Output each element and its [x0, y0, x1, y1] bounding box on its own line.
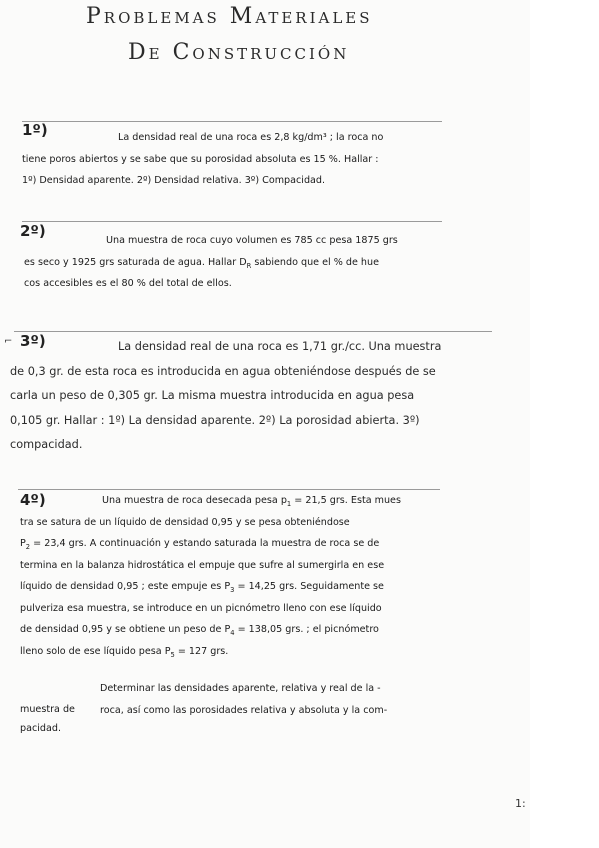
problem-2-line-2: es seco y 1925 grs saturada de agua. Hallar $D_R$ sabiendo que el % de hue [24, 256, 379, 270]
section-divider [14, 331, 492, 332]
problem-1-line-1: La densidad real de una roca es 2,8 kg/dm³ ; la roca no [118, 132, 384, 143]
problem-1-text [22, 127, 432, 192]
problem-1-number: 1º) [22, 121, 48, 139]
problem-3-line-4: 0,105 gr. Hallar : 1º) La densidad aparente. 2º) La porosidad abierta. 3º) [10, 413, 420, 427]
problem-3-text [10, 335, 496, 458]
problem-1-line-3: 1º) Densidad aparente. 2º) Densidad relativa. 3º) Compacidad. [22, 175, 326, 186]
problem-4-line-4: termina en la balanza hidrostática el empuje que sufre al sumergirla en ese [20, 559, 385, 571]
problem-2-line-1: Una muestra de roca cuyo volumen es 785 cc pesa 1875 grs [106, 235, 398, 246]
problem-4-line-2: tra se satura de un líquido de densidad 0,95 y se pesa obteniéndose [20, 516, 350, 528]
problem-3-line-5: compacidad. [10, 438, 83, 451]
problem-4-side-note-2: pacidad. [20, 723, 62, 734]
document-title-line-2: De Construcción [128, 40, 350, 65]
problem-4-number: 4º) [20, 491, 46, 509]
problem-4-task-line-2: roca, así como las porosidades relativa y absoluta y la com- [100, 704, 388, 716]
problem-4-task-line-1: Determinar las densidades aparente, relativa y real de la - [100, 683, 381, 694]
page-number: 1: [515, 797, 526, 810]
problem-4-task [100, 678, 440, 721]
problem-4-line-1: Una muestra de roca desecada pesa $p_1 = 21,5$ grs. Esta mues [102, 495, 401, 508]
section-divider [22, 121, 442, 122]
section-divider [22, 221, 442, 222]
problem-2-line-3: cos accesibles es el 80 % del total de ellos. [24, 278, 232, 289]
problem-3-line-3: carla un peso de 0,305 gr. La misma muestra introducida en agua pesa [10, 389, 415, 402]
problem-3-line-2: de 0,3 gr. de esta roca es introducida en agua obteniéndose después de se [10, 364, 436, 378]
problem-1-line-2: tiene poros abiertos y se sabe que su porosidad absoluta es 15 %. Hallar : [22, 153, 379, 165]
problem-4-line-8: lleno solo de ese líquido pesa $P_5 = 127$ grs. [20, 645, 229, 659]
margin-mark: ⌐ [4, 336, 13, 347]
problem-4-line-7: de densidad 0,95 y se obtiene un peso de $P_4 = 138,05$ grs. ; el picnómetro [20, 624, 379, 637]
problem-4-line-3: $P_2 = 23,4$ grs. A continuación y estando saturada la muestra de roca se de [20, 538, 380, 551]
problem-4-text [20, 490, 440, 662]
problem-4-side-note-1: muestra de [20, 704, 75, 715]
problem-2-number: 2º) [20, 222, 46, 240]
problem-2-text [24, 230, 434, 295]
problem-3-line-1: La densidad real de una roca es 1,71 gr./cc. Una muestra [118, 340, 442, 353]
problem-4-line-5: líquido de densidad 0,95 ; este empuje es $P_3 = 14,25$ grs. Seguidamente se [20, 581, 384, 594]
problem-4-line-6: pulveriza esa muestra, se introduce en un picnómetro lleno con ese líquido [20, 602, 382, 614]
document-title-line-1: Problemas Materiales [86, 4, 373, 29]
problem-3-number: 3º) [20, 332, 46, 350]
